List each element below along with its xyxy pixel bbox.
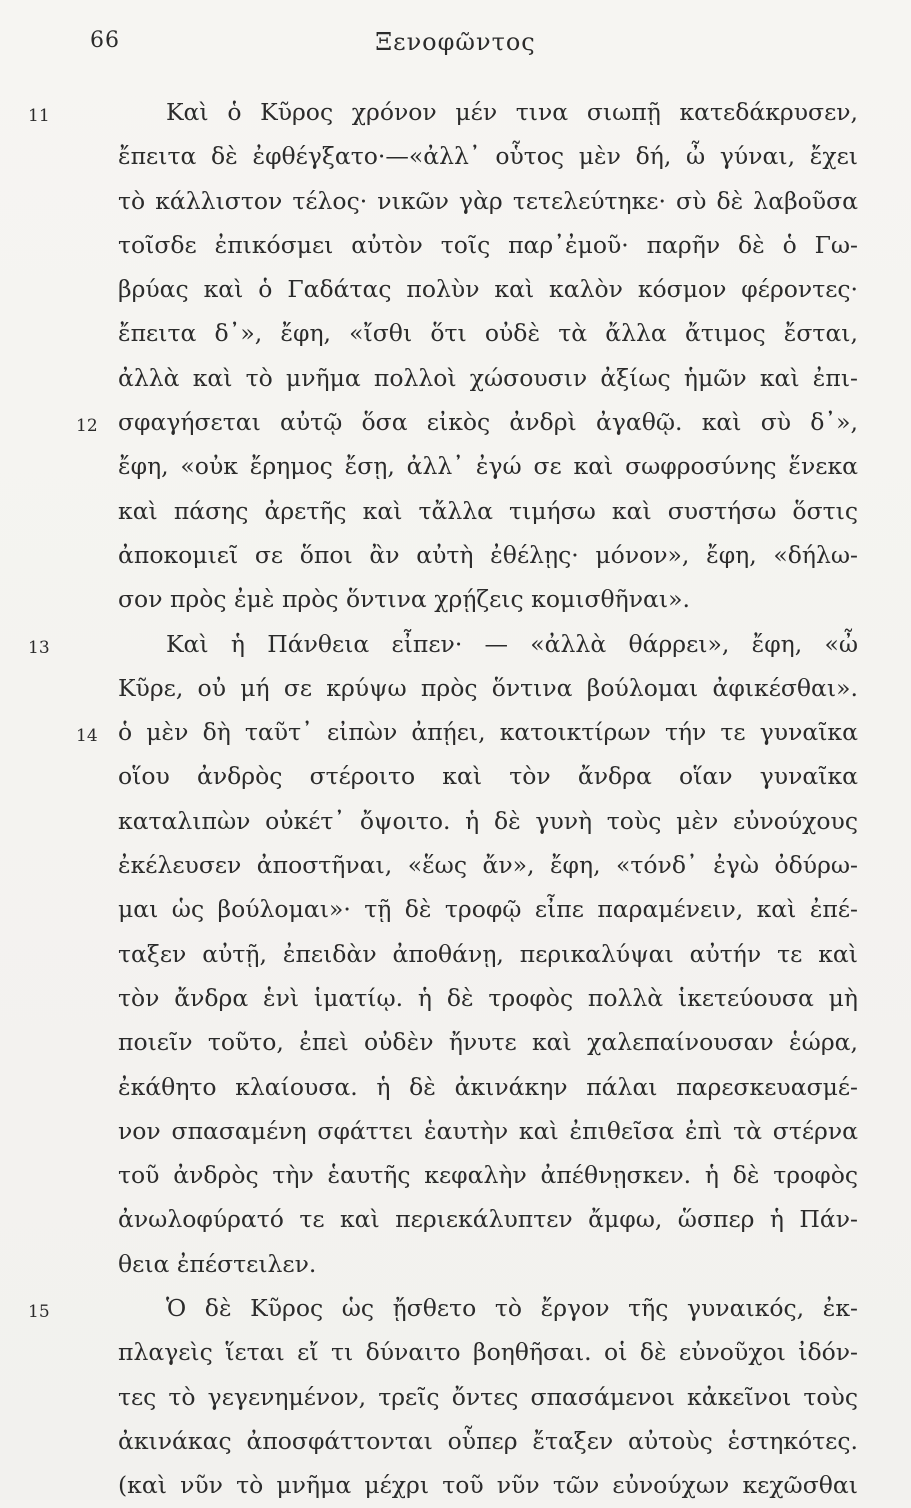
line-text: οἵου ἀνδρὸς στέροιτο καὶ τὸν ἄνδρα οἵαν γυναῖκα xyxy=(118,762,858,791)
line-text: σον πρὸς ἐμὲ πρὸς ὅντινα χρῄζεις κομισθῆναι». xyxy=(118,585,690,614)
text-line xyxy=(118,754,858,798)
text-line xyxy=(118,1463,858,1507)
line-text: τὸν ἄνδρα ἑνὶ ἱματίῳ. ἡ δὲ τροφὸς πολλὰ ἱκετεύουσα μὴ xyxy=(118,983,858,1012)
line-text: τοῖσδε ἐπικόσμει αὐτὸν τοῖς παρ᾽ἐμοῦ· παρῆν δὲ ὁ Γω- xyxy=(118,230,858,259)
section-number: 12 xyxy=(76,416,98,437)
line-text: καταλιπὼν οὐκέτ᾽ ὄψοιτο. ἡ δὲ γυνὴ τοὺς μὲν εὐνούχους xyxy=(118,806,858,835)
line-text: νον σπασαμένη σφάττει ἑαυτὴν καὶ ἐπιθεῖσα ἐπὶ τὰ στέρνα xyxy=(118,1116,858,1145)
text-line xyxy=(118,267,858,311)
section-number: 14 xyxy=(76,726,98,747)
text-line xyxy=(118,179,858,223)
line-text: ὁ μὲν δὴ ταῦτ᾽ εἰπὼν ἀπῄει, κατοικτίρων τήν τε γυναῖκα xyxy=(118,718,858,747)
text-line xyxy=(118,444,858,488)
line-text: ἔφη, «οὐκ ἔρημος ἔσῃ, ἀλλ᾽ ἐγώ σε καὶ σωφροσύνης ἕνεκα xyxy=(118,452,858,481)
line-text: θεια ἐπέστειλεν. xyxy=(118,1249,317,1278)
text-line xyxy=(76,400,858,444)
text-line xyxy=(118,1330,858,1374)
line-text: σφαγήσεται αὐτῷ ὅσα εἰκὸς ἀνδρὶ ἀγαθῷ. καὶ σὺ δ᾽», xyxy=(118,408,858,437)
text-line xyxy=(118,1419,858,1463)
text-body xyxy=(28,90,858,1508)
text-line xyxy=(118,1153,858,1197)
line-text: καὶ πάσης ἀρετῆς καὶ τἄλλα τιμήσω καὶ συστήσω ὅστις xyxy=(118,496,858,525)
page-header xyxy=(0,28,911,68)
line-text: ἀκινάκας ἀποσφάττονται οὗπερ ἔταξεν αὐτοὺς ἑστηκότες. xyxy=(118,1426,858,1455)
text-line xyxy=(28,1286,858,1330)
text-line xyxy=(118,1109,858,1153)
text-line xyxy=(118,489,858,533)
text-line xyxy=(118,223,858,267)
page-number: 66 xyxy=(90,28,120,53)
line-text: ἀποκομιεῖ σε ὅποι ἂν αὐτὴ ἐθέλῃς· μόνον», ἔφη, «δήλω- xyxy=(118,540,858,569)
text-line xyxy=(28,622,858,666)
text-line xyxy=(76,710,858,754)
line-text: Καὶ ἡ Πάνθεια εἶπεν· — «ἀλλὰ θάρρει», ἔφη, «ὦ xyxy=(166,629,858,658)
line-text: πλαγεὶς ἵεται εἴ τι δύναιτο βοηθῆσαι. οἱ δὲ εὐνοῦχοι ἰδόν- xyxy=(118,1338,858,1367)
text-line xyxy=(118,134,858,178)
line-text: τες τὸ γεγενημένον, τρεῖς ὄντες σπασάμενοι κἀκεῖνοι τοὺς xyxy=(118,1382,858,1411)
text-line xyxy=(118,533,858,577)
line-text: ἀλλὰ καὶ τὸ μνῆμα πολλοὶ χώσουσιν ἀξίως ἡμῶν καὶ ἐπι- xyxy=(118,363,858,392)
line-text: ἔπειτα δ᾽», ἔφη, «ἴσθι ὅτι οὐδὲ τὰ ἄλλα ἄτιμος ἔσται, xyxy=(118,319,858,348)
line-text: μαι ὡς βούλομαι»· τῇ δὲ τροφῷ εἶπε παραμένειν, καὶ ἐπέ- xyxy=(118,895,858,924)
text-line xyxy=(28,90,858,134)
text-line xyxy=(118,356,858,400)
line-text: Ὁ δὲ Κῦρος ὡς ᾔσθετο τὸ ἔργον τῆς γυναικός, ἐκ- xyxy=(166,1294,858,1323)
text-line xyxy=(118,577,858,621)
text-line xyxy=(118,1020,858,1064)
text-line xyxy=(118,311,858,355)
text-line xyxy=(118,843,858,887)
line-text: (καὶ νῦν τὸ μνῆμα μέχρι τοῦ νῦν τῶν εὐνούχων κεχῶσθαι xyxy=(118,1471,858,1500)
line-text: Καὶ ὁ Κῦρος χρόνον μέν τινα σιωπῇ κατεδάκρυσεν, xyxy=(166,98,858,126)
section-number: 13 xyxy=(28,637,50,658)
section-number: 11 xyxy=(28,106,50,126)
text-line xyxy=(118,932,858,976)
line-text: ἀνωλοφύρατό τε καὶ περιεκάλυπτεν ἄμφω, ὥσπερ ἡ Πάν- xyxy=(118,1205,858,1234)
text-line xyxy=(118,887,858,931)
section-number: 15 xyxy=(28,1302,50,1323)
line-text: ἐκέλευσεν ἀποστῆναι, «ἕως ἄν», ἔφη, «τόνδ᾽ ἐγὼ ὀδύρω- xyxy=(118,851,858,880)
line-text: ταξεν αὐτῇ, ἐπειδὰν ἀποθάνῃ, περικαλύψαι αὐτήν τε καὶ xyxy=(118,939,858,968)
line-text: τοῦ ἀνδρὸς τὴν ἑαυτῆς κεφαλὴν ἀπέθνῃσκεν. ἡ δὲ τροφὸς xyxy=(118,1161,858,1190)
line-text: ἐκάθητο κλαίουσα. ἡ δὲ ἀκινάκην πάλαι παρεσκευασμέ- xyxy=(118,1072,858,1101)
text-line xyxy=(118,1065,858,1109)
text-line xyxy=(118,1197,858,1241)
line-text: ποιεῖν τοῦτο, ἐπεὶ οὐδὲν ἤνυτε καὶ χαλεπαίνουσαν ἑώρα, xyxy=(118,1028,858,1057)
text-line xyxy=(118,666,858,710)
text-line xyxy=(118,1375,858,1419)
running-title: Ξενοφῶντος xyxy=(375,28,536,56)
line-text: ἔπειτα δὲ ἐφθέγξατο·—«ἀλλ᾽ οὗτος μὲν δή, ὦ γύναι, ἔχει xyxy=(118,142,858,171)
text-line xyxy=(118,1242,858,1286)
text-line xyxy=(118,976,858,1020)
line-text: Κῦρε, οὐ μή σε κρύψω πρὸς ὅντινα βούλομαι ἀφικέσθαι». xyxy=(118,673,858,702)
line-text: βρύας καὶ ὁ Γαδάτας πολὺν καὶ καλὸν κόσμον φέροντες· xyxy=(118,275,858,304)
line-text: τὸ κάλλιστον τέλος· νικῶν γὰρ τετελεύτηκε· σὺ δὲ λαβοῦσα xyxy=(118,186,858,215)
text-line xyxy=(118,799,858,843)
